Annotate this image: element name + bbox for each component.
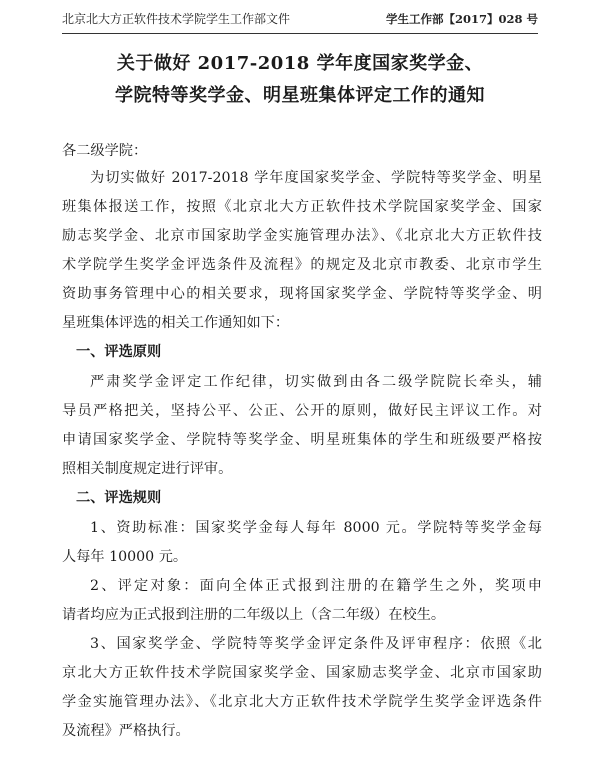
issuing-org: 北京北大方正软件技术学院学生工作部文件 xyxy=(62,12,291,26)
rules-item-3-line: 3、国家奖学金、学院特等奖学金评定条件及评审程序：依照《北 xyxy=(90,636,542,652)
principles-line: 导员严格把关，坚持公平、公正、公开的原则，做好民主评议工作。对 xyxy=(62,403,542,419)
principles-line: 严肃奖学金评定工作纪律，切实做到由各二级学院院长牵头，辅 xyxy=(90,374,542,390)
intro-line: 班集体报送工作，按照《北京北大方正软件技术学院国家奖学金、国家 xyxy=(62,199,542,215)
principles-line: 申请国家奖学金、学院特等奖学金、明星班集体的学生和班级要严格按 xyxy=(62,432,542,448)
rules-item-1-line: 人每年 10000 元。 xyxy=(62,549,188,565)
document-number: 学生工作部【2017】028 号 xyxy=(385,12,538,26)
section-heading-rules: 二、评选规则 xyxy=(76,490,162,506)
header-divider xyxy=(62,33,538,34)
intro-line: 励志奖学金、北京市国家助学金实施管理办法》、《北京北大方正软件技 xyxy=(62,228,542,244)
section-heading-principles: 一、评选原则 xyxy=(76,344,162,360)
intro-line: 资助事务管理中心的相关要求，现将国家奖学金、学院特等奖学金、明 xyxy=(62,286,542,302)
rules-item-1-line: 1、资助标准：国家奖学金每人每年 8000 元。学院特等奖学金每 xyxy=(90,520,542,536)
intro-line: 术学院学生奖学金评选条件及流程》的规定及北京市教委、北京市学生 xyxy=(62,257,542,273)
rules-item-3-line: 及流程》严格执行。 xyxy=(62,723,190,739)
rules-item-2-line: 2、评定对象：面向全体正式报到注册的在籍学生之外，奖项申 xyxy=(90,578,542,594)
rules-item-3-line: 京北大方正软件技术学院国家奖学金、国家励志奖学金、北京市国家助 xyxy=(62,665,542,681)
title-line-1: 关于做好 2017-2018 学年度国家奖学金、 xyxy=(116,53,484,74)
rules-item-3-line: 学金实施管理办法》、《北京北大方正软件技术学院学生奖学金评选条件 xyxy=(62,694,542,710)
intro-line: 星班集体评选的相关工作通知如下： xyxy=(62,315,290,331)
title-line-2: 学院特等奖学金、明星班集体评定工作的通知 xyxy=(115,85,485,106)
rules-item-2-line: 请者均应为正式报到注册的二年级以上（含二年级）在校生。 xyxy=(62,607,446,623)
intro-line: 为切实做好 2017-2018 学年度国家奖学金、学院特等奖学金、明星 xyxy=(90,170,542,186)
principles-line: 照相关制度规定进行评审。 xyxy=(62,461,233,477)
salutation: 各二级学院： xyxy=(62,143,148,159)
document-header xyxy=(62,10,538,32)
